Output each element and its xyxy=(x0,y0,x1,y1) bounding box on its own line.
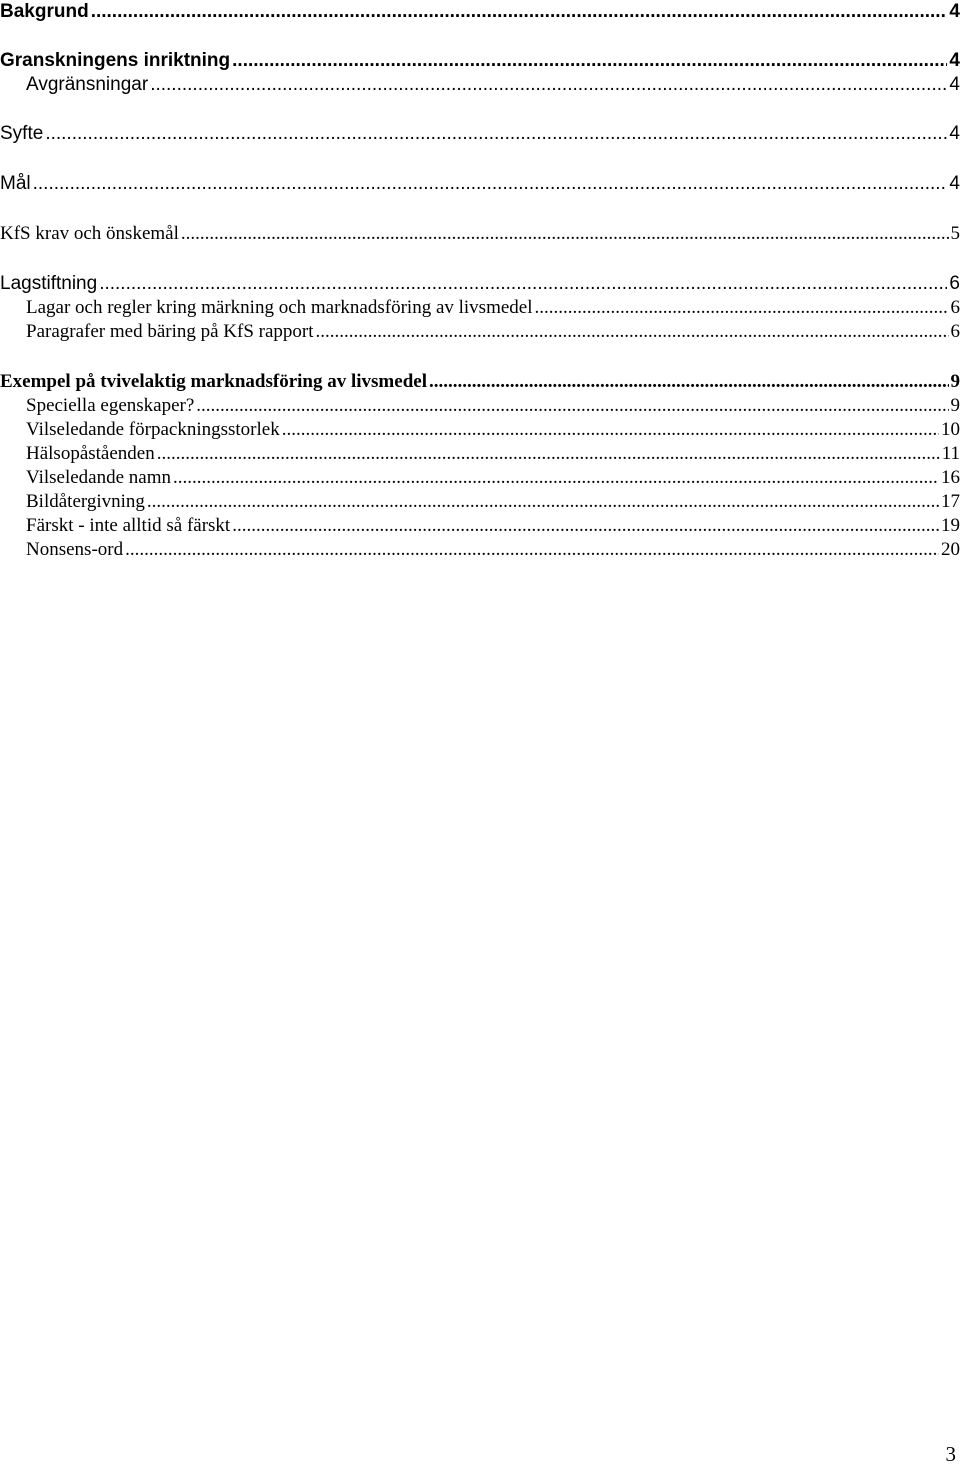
toc-entry-page: 19 xyxy=(941,515,960,536)
dot-leader xyxy=(232,514,939,538)
toc-entry-bildatergivning[interactable] xyxy=(26,490,960,514)
dot-leader xyxy=(99,272,947,296)
dot-leader xyxy=(91,0,948,24)
page-number: 3 xyxy=(945,1442,956,1466)
toc-entry-title: Bakgrund xyxy=(0,1,89,22)
toc-entry-avgransningar[interactable] xyxy=(26,73,960,97)
toc-entry-page: 4 xyxy=(949,50,960,71)
toc-entry-bakgrund[interactable] xyxy=(0,0,960,24)
toc-entry-speciella-egenskaper[interactable] xyxy=(26,394,960,418)
dot-leader xyxy=(535,296,949,320)
toc-entry-title: Syfte xyxy=(0,123,44,144)
toc-entry-title: Bildåtergivning xyxy=(26,491,145,512)
toc-entry-title: Exempel på tvivelaktig marknadsföring av livsmedel xyxy=(0,371,427,392)
toc-entry-page: 6 xyxy=(949,273,960,294)
toc-entry-vilseledande-namn[interactable] xyxy=(26,466,960,490)
toc-entry-nonsens-ord[interactable] xyxy=(26,538,960,562)
toc-entry-page: 20 xyxy=(941,539,960,560)
dot-leader xyxy=(125,538,939,562)
dot-leader xyxy=(282,418,939,442)
toc-entry-paragrafer[interactable] xyxy=(26,320,960,344)
toc-entry-title: Avgränsningar xyxy=(26,74,149,95)
toc-entry-page: 4 xyxy=(949,1,960,22)
dot-leader xyxy=(173,466,939,490)
dot-leader xyxy=(316,320,949,344)
dot-leader xyxy=(147,490,939,514)
toc-entry-page: 11 xyxy=(941,443,960,464)
toc-entry-forpackningsstorlek[interactable] xyxy=(26,418,960,442)
toc-entry-page: 9 xyxy=(950,395,960,416)
toc-entry-page: 4 xyxy=(949,173,960,194)
dot-leader xyxy=(232,49,947,73)
toc-entry-syfte[interactable] xyxy=(0,122,960,146)
dot-leader xyxy=(181,222,949,246)
toc-entry-title: Speciella egenskaper? xyxy=(26,395,195,416)
toc-entry-lagstiftning[interactable] xyxy=(0,272,960,296)
dot-leader xyxy=(33,172,948,196)
toc-entry-kfs-krav[interactable] xyxy=(0,222,960,246)
toc-entry-page: 6 xyxy=(950,321,960,342)
toc-entry-page: 16 xyxy=(941,467,960,488)
dot-leader xyxy=(157,442,940,466)
toc-entry-page: 6 xyxy=(950,297,960,318)
toc-entry-title: Mål xyxy=(0,173,31,194)
toc-entry-page: 5 xyxy=(950,223,960,244)
toc-entry-title: Färskt - inte alltid så färskt xyxy=(26,515,231,536)
toc-entry-mal[interactable] xyxy=(0,172,960,196)
toc-entry-title: Lagar och regler kring märkning och marknadsföring av livsmedel xyxy=(26,297,533,318)
toc-entry-title: Granskningens inriktning xyxy=(0,50,231,71)
toc-entry-granskningens-inriktning[interactable] xyxy=(0,49,960,73)
toc-entry-page: 4 xyxy=(949,74,960,95)
dot-leader xyxy=(45,122,947,146)
toc-entry-title: Nonsens-ord xyxy=(26,539,124,560)
toc-entry-title: Hälsopåståenden xyxy=(26,443,155,464)
toc-entry-halsopastaenden[interactable] xyxy=(26,442,960,466)
toc-entry-farskt[interactable] xyxy=(26,514,960,538)
toc-entry-exempel[interactable] xyxy=(0,370,960,394)
toc-entry-title: KfS krav och önskemål xyxy=(0,223,179,244)
toc-entry-page: 17 xyxy=(941,491,960,512)
toc-entry-page: 9 xyxy=(950,371,960,392)
dot-leader xyxy=(196,394,948,418)
toc-entry-page: 10 xyxy=(941,419,960,440)
toc-entry-title: Vilseledande namn xyxy=(26,467,172,488)
toc-entry-title: Lagstiftning xyxy=(0,273,98,294)
toc-entry-lagar-och-regler[interactable] xyxy=(26,296,960,320)
dot-leader xyxy=(429,370,949,394)
toc-entry-page: 4 xyxy=(949,123,960,144)
toc-entry-title: Paragrafer med bäring på KfS rapport xyxy=(26,321,314,342)
toc-entry-title: Vilseledande förpackningsstorlek xyxy=(26,419,280,440)
dot-leader xyxy=(150,73,947,97)
